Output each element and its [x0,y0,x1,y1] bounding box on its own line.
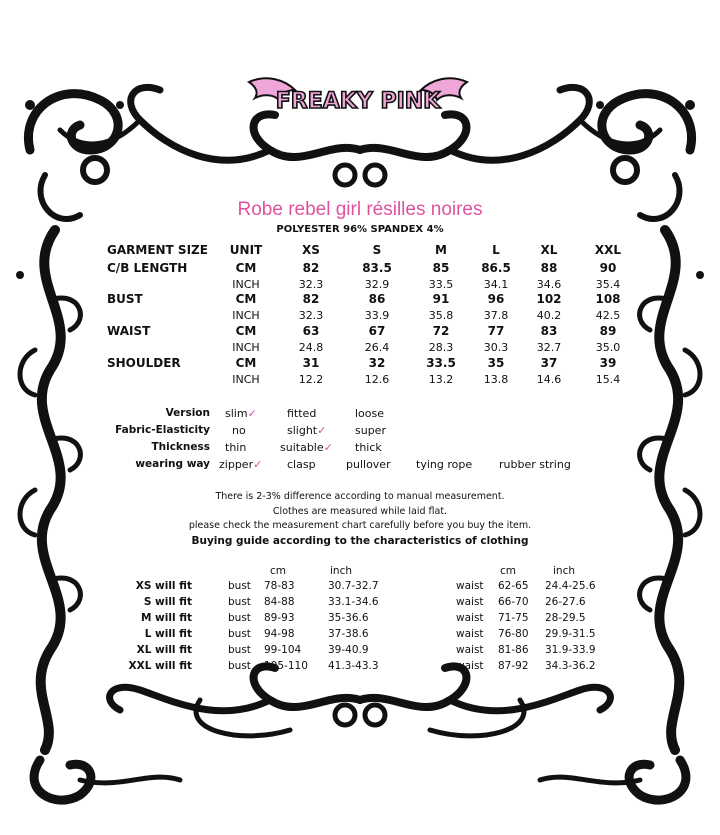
table-cell: 85 [432,261,450,275]
freaky-pink-logo [247,68,469,128]
option-suitable: suitable✓ [280,441,333,454]
option-slim: slim✓ [225,407,257,420]
table-cell: 32.3 [298,278,324,291]
header-size-l: L [492,243,500,257]
table-cell: 37 [540,356,558,370]
characteristic-label-version: Version [165,407,210,419]
fit-label-s: S will fit [143,596,192,608]
table-cell: 32 [368,356,386,370]
table-cell: 67 [368,324,386,338]
table-cell: 82 [302,261,320,275]
characteristic-label-wearing-way: wearing way [135,458,210,470]
fit-waist-cm: 71-75 [498,612,529,624]
row-label-shoulder: SHOULDER [107,356,181,370]
table-cell: 33.5 [428,278,454,291]
fit-waist-label: waist [456,660,484,672]
table-cell: 83 [540,324,558,338]
option-slight: slight✓ [287,424,327,437]
table-cell: 90 [599,261,617,275]
table-cell: 91 [432,292,450,306]
header-size-xs: XS [302,243,320,257]
fit-waist-inch: 28-29.5 [545,612,586,624]
check-icon: ✓ [253,458,263,471]
table-cell: 102 [536,292,562,306]
fit-waist-label: waist [456,596,484,608]
note-check-chart: please check the measurement chart carefully before you buy the item. [188,520,532,531]
fit-bust-inch: 41.3-43.3 [328,660,379,672]
unit-inch: INCH [232,341,260,354]
logo-text: FREAKY PINK [275,89,441,114]
fit-header-bust-cm: cm [270,565,287,577]
unit-cm: CM [235,261,257,275]
check-icon: ✓ [247,407,257,420]
fit-waist-label: waist [456,644,484,656]
fit-bust-label: bust [228,644,251,656]
check-icon: ✓ [317,424,327,437]
fit-waist-cm: 66-70 [498,596,529,608]
table-cell: 30.3 [483,341,509,354]
table-cell: 88 [540,261,558,275]
unit-inch: INCH [232,373,260,386]
characteristic-label-thickness: Thickness [151,441,210,453]
option-super: super [355,424,386,437]
option-fitted: fitted [287,407,317,420]
fit-bust-inch: 33.1-34.6 [328,596,379,608]
fit-bust-cm: 99-104 [264,644,302,656]
fit-bust-inch: 30.7-32.7 [328,580,379,592]
fit-waist-label: waist [456,580,484,592]
fit-label-m: M will fit [140,612,192,624]
unit-inch: INCH [232,278,260,291]
fit-bust-cm: 84-88 [264,596,295,608]
table-cell: 86 [368,292,386,306]
table-cell: 63 [302,324,320,338]
unit-cm: CM [235,324,257,338]
fit-waist-cm: 87-92 [498,660,529,672]
fit-waist-cm: 76-80 [498,628,529,640]
fit-bust-label: bust [228,596,251,608]
table-cell: 15.4 [595,373,621,386]
header-size-m: M [435,243,447,257]
fit-label-xxl: XXL will fit [128,660,192,672]
check-icon: ✓ [323,441,333,454]
fit-label-xl: XL will fit [136,644,192,656]
table-cell: 13.8 [483,373,509,386]
table-cell: 72 [432,324,450,338]
characteristic-label-fabric-elasticity: Fabric-Elasticity [115,424,210,436]
option-thin: thin [225,441,247,454]
fit-bust-label: bust [228,612,251,624]
table-cell: 13.2 [428,373,454,386]
product-title: Robe rebel girl résilles noires [237,199,483,220]
table-cell: 35.8 [428,309,454,322]
header-size-xl: XL [540,243,558,257]
table-cell: 12.6 [364,373,390,386]
fit-header-bust-inch: inch [330,565,352,577]
fit-bust-cm: 89-93 [264,612,295,624]
table-cell: 40.2 [536,309,562,322]
header-garment-size: GARMENT SIZE [107,243,208,257]
table-cell: 35.0 [595,341,621,354]
table-cell: 89 [599,324,617,338]
table-cell: 86.5 [481,261,511,275]
fit-header-waist-cm: cm [500,565,517,577]
option-clasp: clasp [287,458,316,471]
fit-waist-cm: 62-65 [498,580,529,592]
table-cell: 26.4 [364,341,390,354]
table-cell: 32.7 [536,341,562,354]
table-cell: 83.5 [362,261,392,275]
table-cell: 77 [487,324,505,338]
header-size-s: S [372,243,382,257]
fit-waist-inch: 31.9-33.9 [545,644,596,656]
table-cell: 33.5 [426,356,456,370]
note-measurement-difference: There is 2-3% difference according to manual measurement. [215,491,505,502]
row-label-cb-length: C/B LENGTH [107,261,188,275]
option-rubber-string: rubber string [499,458,571,471]
table-cell: 82 [302,292,320,306]
fit-bust-inch: 37-38.6 [328,628,369,640]
table-cell: 35 [487,356,505,370]
option-no: no [232,424,246,437]
table-cell: 39 [599,356,617,370]
fit-waist-label: waist [456,628,484,640]
table-cell: 28.3 [428,341,454,354]
fit-bust-cm: 94-98 [264,628,295,640]
note-laid-flat: Clothes are measured while laid flat. [272,506,448,517]
fit-waist-cm: 81-86 [498,644,529,656]
table-cell: 35.4 [595,278,621,291]
fit-bust-inch: 35-36.6 [328,612,369,624]
fit-header-waist-inch: inch [553,565,575,577]
table-cell: 12.2 [298,373,324,386]
buying-guide-title: Buying guide according to the characteristics of clothing [191,535,529,547]
fit-bust-cm: 78-83 [264,580,295,592]
option-zipper: zipper✓ [219,458,263,471]
table-cell: 37.8 [483,309,509,322]
fit-bust-label: bust [228,660,251,672]
fit-bust-label: bust [228,580,251,592]
header-size-xxl: XXL [594,243,622,257]
unit-cm: CM [235,292,257,306]
fit-bust-cm: 105-110 [264,660,308,672]
table-cell: 32.3 [298,309,324,322]
option-loose: loose [355,407,385,420]
table-cell: 32.9 [364,278,390,291]
table-cell: 34.6 [536,278,562,291]
row-label-waist: WAIST [107,324,151,338]
fit-waist-inch: 34.3-36.2 [545,660,596,672]
fit-waist-inch: 26-27.6 [545,596,586,608]
fit-bust-label: bust [228,628,251,640]
header-unit: UNIT [229,243,263,257]
option-pullover: pullover [346,458,391,471]
table-cell: 31 [302,356,320,370]
fit-bust-inch: 39-40.9 [328,644,369,656]
material-composition: POLYESTER 96% SPANDEX 4% [276,224,444,235]
table-cell: 14.6 [536,373,562,386]
unit-inch: INCH [232,309,260,322]
table-cell: 96 [487,292,505,306]
fit-waist-inch: 29.9-31.5 [545,628,596,640]
option-thick: thick [355,441,382,454]
table-cell: 34.1 [483,278,509,291]
table-cell: 42.5 [595,309,621,322]
fit-label-l: L will fit [144,628,192,640]
unit-cm: CM [235,356,257,370]
table-cell: 24.8 [298,341,324,354]
table-cell: 108 [595,292,621,306]
row-label-bust: BUST [107,292,143,306]
fit-waist-inch: 24.4-25.6 [545,580,596,592]
table-cell: 33.9 [364,309,390,322]
fit-label-xs: XS will fit [135,580,192,592]
option-tying-rope: tying rope [416,458,473,471]
fit-waist-label: waist [456,612,484,624]
